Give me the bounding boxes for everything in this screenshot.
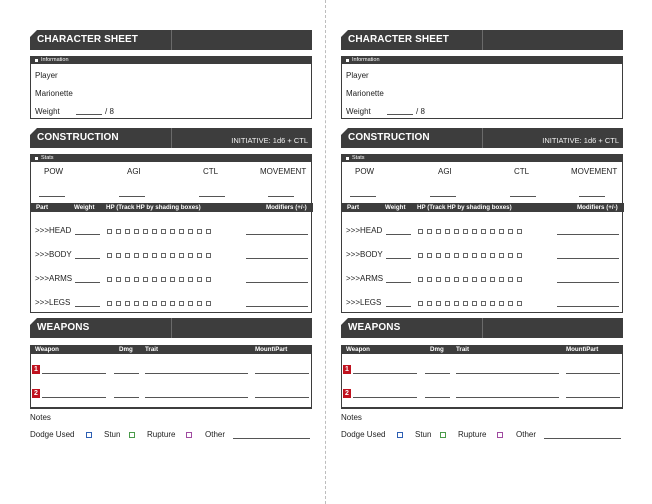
col-part: Part [36, 204, 49, 211]
hp-box[interactable] [472, 277, 477, 282]
information-label: Information [352, 56, 380, 63]
hp-box[interactable] [499, 253, 504, 258]
hp-box[interactable] [463, 229, 468, 234]
agi-field[interactable] [119, 196, 145, 197]
hp-box[interactable] [508, 277, 513, 282]
weapons-box [30, 354, 312, 409]
hp-box[interactable] [179, 253, 184, 258]
hp-box[interactable] [107, 301, 112, 306]
character-sheet-1 [30, 0, 312, 504]
ctl-field[interactable] [199, 196, 225, 197]
hp-box[interactable] [125, 253, 130, 258]
part-modifier-field[interactable] [557, 306, 619, 307]
hp-box[interactable] [206, 277, 211, 282]
hp-box[interactable] [481, 253, 486, 258]
hp-tracker [418, 253, 522, 258]
hp-box[interactable] [188, 253, 193, 258]
hp-box[interactable] [143, 253, 148, 258]
movement-field[interactable] [579, 196, 605, 197]
hp-box[interactable] [152, 253, 157, 258]
col-weapon: Weapon [35, 346, 59, 353]
weight-label: Weight [346, 107, 371, 116]
weapon-number-badge: 1 [343, 365, 351, 374]
weapon-name-field[interactable] [42, 397, 106, 398]
hp-box[interactable] [134, 253, 139, 258]
hp-box[interactable] [125, 229, 130, 234]
col-trait: Trait [145, 346, 159, 353]
hp-box[interactable] [418, 253, 423, 258]
hp-box[interactable] [170, 301, 175, 306]
hp-box[interactable] [152, 301, 157, 306]
hp-box[interactable] [197, 253, 202, 258]
hp-box[interactable] [134, 301, 139, 306]
hp-box[interactable] [490, 253, 495, 258]
hp-box[interactable] [481, 229, 486, 234]
hp-tracker [107, 277, 211, 282]
part-name: >>>BODY [35, 250, 72, 259]
hp-tracker [107, 253, 211, 258]
weapon-number-badge: 2 [32, 389, 40, 398]
weapon-name-field[interactable] [42, 373, 106, 374]
part-name: >>>ARMS [35, 274, 73, 283]
weapon-trait-field[interactable] [145, 397, 248, 398]
col-modifiers: Modifiers (+/-) [266, 204, 307, 211]
rupture-label: Rupture [147, 430, 176, 439]
weapon-trait-field[interactable] [456, 373, 559, 374]
hp-box[interactable] [107, 229, 112, 234]
agi-label: AGI [438, 167, 452, 176]
hp-box[interactable] [490, 229, 495, 234]
hp-box[interactable] [418, 277, 423, 282]
weapons-title: WEAPONS [37, 322, 90, 333]
hp-box[interactable] [161, 301, 166, 306]
other-label: Other [516, 430, 537, 439]
part-modifier-field[interactable] [557, 234, 619, 235]
hp-box[interactable] [143, 301, 148, 306]
hp-box[interactable] [436, 229, 441, 234]
notes-label: Notes [30, 413, 51, 422]
player-label: Player [35, 71, 58, 80]
weapons-header [30, 318, 312, 338]
construction-title: CONSTRUCTION [348, 132, 430, 143]
hp-box[interactable] [454, 301, 459, 306]
hp-box[interactable] [188, 277, 193, 282]
hp-box[interactable] [427, 277, 432, 282]
ctl-label: CTL [203, 167, 219, 176]
hp-box[interactable] [134, 277, 139, 282]
stats-label: Stats [352, 154, 365, 161]
weight-label: Weight [35, 107, 60, 116]
hp-box[interactable] [170, 253, 175, 258]
hp-tracker [107, 229, 211, 234]
part-modifier-field[interactable] [246, 282, 308, 283]
hp-box[interactable] [116, 253, 121, 258]
hp-box[interactable] [508, 301, 513, 306]
information-subheader [341, 56, 623, 64]
weight-max-label: / 8 [105, 107, 114, 116]
dodge-used-checkbox[interactable] [86, 432, 92, 438]
hp-box[interactable] [463, 253, 468, 258]
weapon-dmg-field[interactable] [425, 373, 450, 374]
agi-label: AGI [127, 167, 141, 176]
weapon-mount-field[interactable] [255, 397, 309, 398]
hp-box[interactable] [517, 253, 522, 258]
part-weight-field[interactable] [75, 306, 100, 307]
part-weight-field[interactable] [75, 282, 100, 283]
hp-box[interactable] [161, 229, 166, 234]
parts-column-headers [31, 203, 313, 212]
col-weight: Weight [385, 204, 406, 211]
hp-box[interactable] [490, 301, 495, 306]
hp-box[interactable] [517, 277, 522, 282]
hp-box[interactable] [206, 301, 211, 306]
character-sheet-title: CHARACTER SHEET [37, 34, 138, 45]
hp-box[interactable] [197, 229, 202, 234]
agi-field[interactable] [430, 196, 456, 197]
hp-box[interactable] [517, 301, 522, 306]
hp-tracker [418, 301, 522, 306]
movement-field[interactable] [268, 196, 294, 197]
part-weight-field[interactable] [386, 306, 411, 307]
other-field[interactable] [544, 438, 621, 439]
weapon-mount-field[interactable] [566, 373, 620, 374]
hp-box[interactable] [454, 229, 459, 234]
weapon-dmg-field[interactable] [114, 373, 139, 374]
hp-box[interactable] [143, 229, 148, 234]
part-modifier-field[interactable] [246, 306, 308, 307]
hp-box[interactable] [188, 301, 193, 306]
pow-field[interactable] [39, 196, 65, 197]
weapon-mount-field[interactable] [255, 373, 309, 374]
marionette-label: Marionette [346, 89, 384, 98]
hp-box[interactable] [125, 277, 130, 282]
dodge-used-label: Dodge Used [341, 430, 386, 439]
hp-box[interactable] [445, 253, 450, 258]
character-sheet-header [30, 30, 312, 50]
movement-label: MOVEMENT [571, 167, 618, 176]
hp-box[interactable] [445, 277, 450, 282]
weapon-dmg-field[interactable] [114, 397, 139, 398]
hp-box[interactable] [436, 277, 441, 282]
hp-box[interactable] [445, 301, 450, 306]
information-box [341, 64, 623, 119]
hp-box[interactable] [517, 229, 522, 234]
weapon-name-field[interactable] [353, 373, 417, 374]
weapons-title: WEAPONS [348, 322, 401, 333]
hp-box[interactable] [179, 277, 184, 282]
hp-tracker [418, 277, 522, 282]
part-weight-field[interactable] [75, 258, 100, 259]
page-divider [325, 0, 326, 504]
hp-box[interactable] [161, 277, 166, 282]
part-name: >>>HEAD [346, 226, 383, 235]
col-weapon: Weapon [346, 346, 370, 353]
construction-header [341, 128, 623, 148]
col-hp: HP (Track HP by shading boxes) [417, 204, 512, 211]
ctl-field[interactable] [510, 196, 536, 197]
part-modifier-field[interactable] [246, 234, 308, 235]
weapon-number-badge: 2 [343, 389, 351, 398]
part-modifier-field[interactable] [246, 258, 308, 259]
hp-box[interactable] [179, 229, 184, 234]
stats-box [30, 162, 312, 313]
dodge-used-label: Dodge Used [30, 430, 75, 439]
col-mount-part: Mount\Part [566, 346, 599, 353]
hp-box[interactable] [152, 229, 157, 234]
hp-box[interactable] [427, 253, 432, 258]
hp-box[interactable] [472, 253, 477, 258]
hp-box[interactable] [481, 277, 486, 282]
stun-checkbox[interactable] [129, 432, 135, 438]
initiative-label: INITIATIVE: 1d6 + CTL [231, 136, 308, 145]
part-name: >>>LEGS [35, 298, 71, 307]
hp-box[interactable] [472, 301, 477, 306]
hp-box[interactable] [197, 277, 202, 282]
pow-label: POW [44, 167, 64, 176]
stun-label: Stun [415, 430, 432, 439]
parts-column-headers [342, 203, 624, 212]
notes-label: Notes [341, 413, 362, 422]
weight-field[interactable] [387, 114, 413, 115]
weapons-box [341, 354, 623, 409]
weapon-name-field[interactable] [353, 397, 417, 398]
stats-subheader [341, 154, 623, 162]
pow-field[interactable] [350, 196, 376, 197]
hp-box[interactable] [107, 277, 112, 282]
hp-box[interactable] [436, 253, 441, 258]
part-weight-field[interactable] [75, 234, 100, 235]
other-field[interactable] [233, 438, 310, 439]
hp-box[interactable] [508, 253, 513, 258]
ctl-label: CTL [514, 167, 530, 176]
pow-label: POW [355, 167, 375, 176]
part-name: >>>LEGS [346, 298, 382, 307]
movement-label: MOVEMENT [260, 167, 307, 176]
hp-box[interactable] [107, 253, 112, 258]
rupture-label: Rupture [458, 430, 487, 439]
hp-box[interactable] [116, 229, 121, 234]
hp-box[interactable] [499, 277, 504, 282]
part-weight-field[interactable] [386, 258, 411, 259]
hp-box[interactable] [161, 253, 166, 258]
hp-box[interactable] [152, 277, 157, 282]
information-label: Information [41, 56, 69, 63]
hp-box[interactable] [143, 277, 148, 282]
construction-title: CONSTRUCTION [37, 132, 119, 143]
weapon-number-badge: 1 [32, 365, 40, 374]
weapon-dmg-field[interactable] [425, 397, 450, 398]
character-sheet-header [341, 30, 623, 50]
hp-box[interactable] [481, 301, 486, 306]
hp-box[interactable] [508, 229, 513, 234]
hp-box[interactable] [499, 301, 504, 306]
hp-box[interactable] [134, 229, 139, 234]
hp-box[interactable] [125, 301, 130, 306]
part-name: >>>HEAD [35, 226, 72, 235]
initiative-label: INITIATIVE: 1d6 + CTL [542, 136, 619, 145]
part-weight-field[interactable] [386, 234, 411, 235]
part-name: >>>BODY [346, 250, 383, 259]
player-label: Player [346, 71, 369, 80]
other-label: Other [205, 430, 226, 439]
part-weight-field[interactable] [386, 282, 411, 283]
stats-box [341, 162, 623, 313]
weapon-trait-field[interactable] [456, 397, 559, 398]
hp-box[interactable] [463, 277, 468, 282]
rupture-checkbox[interactable] [186, 432, 192, 438]
hp-box[interactable] [463, 301, 468, 306]
stun-label: Stun [104, 430, 121, 439]
hp-box[interactable] [206, 253, 211, 258]
col-modifiers: Modifiers (+/-) [577, 204, 618, 211]
weapons-column-headers [341, 345, 623, 354]
hp-box[interactable] [454, 253, 459, 258]
weapon-trait-field[interactable] [145, 373, 248, 374]
weapon-mount-field[interactable] [566, 397, 620, 398]
part-modifier-field[interactable] [557, 282, 619, 283]
col-part: Part [347, 204, 360, 211]
weapons-column-headers [30, 345, 312, 354]
information-box [30, 64, 312, 119]
part-modifier-field[interactable] [557, 258, 619, 259]
dodge-used-checkbox[interactable] [397, 432, 403, 438]
hp-box[interactable] [116, 301, 121, 306]
marionette-label: Marionette [35, 89, 73, 98]
hp-box[interactable] [197, 301, 202, 306]
character-sheet-title: CHARACTER SHEET [348, 34, 449, 45]
col-weight: Weight [74, 204, 95, 211]
stats-subheader [30, 154, 312, 162]
hp-box[interactable] [499, 229, 504, 234]
hp-box[interactable] [418, 229, 423, 234]
rupture-checkbox[interactable] [497, 432, 503, 438]
hp-box[interactable] [427, 301, 432, 306]
weapons-header [341, 318, 623, 338]
weight-field[interactable] [76, 114, 102, 115]
hp-box[interactable] [445, 229, 450, 234]
hp-box[interactable] [418, 301, 423, 306]
stun-checkbox[interactable] [440, 432, 446, 438]
hp-box[interactable] [170, 277, 175, 282]
hp-box[interactable] [170, 229, 175, 234]
character-sheet-2 [341, 0, 623, 504]
col-dmg: Dmg [119, 346, 133, 353]
stats-label: Stats [41, 154, 54, 161]
information-subheader [30, 56, 312, 64]
hp-box[interactable] [436, 301, 441, 306]
hp-box[interactable] [472, 229, 477, 234]
construction-header [30, 128, 312, 148]
col-dmg: Dmg [430, 346, 444, 353]
hp-box[interactable] [179, 301, 184, 306]
col-mount-part: Mount\Part [255, 346, 288, 353]
hp-box[interactable] [427, 229, 432, 234]
part-name: >>>ARMS [346, 274, 384, 283]
hp-box[interactable] [454, 277, 459, 282]
hp-box[interactable] [188, 229, 193, 234]
hp-tracker [107, 301, 211, 306]
hp-box[interactable] [206, 229, 211, 234]
col-hp: HP (Track HP by shading boxes) [106, 204, 201, 211]
col-trait: Trait [456, 346, 470, 353]
weight-max-label: / 8 [416, 107, 425, 116]
hp-box[interactable] [490, 277, 495, 282]
hp-box[interactable] [116, 277, 121, 282]
hp-tracker [418, 229, 522, 234]
